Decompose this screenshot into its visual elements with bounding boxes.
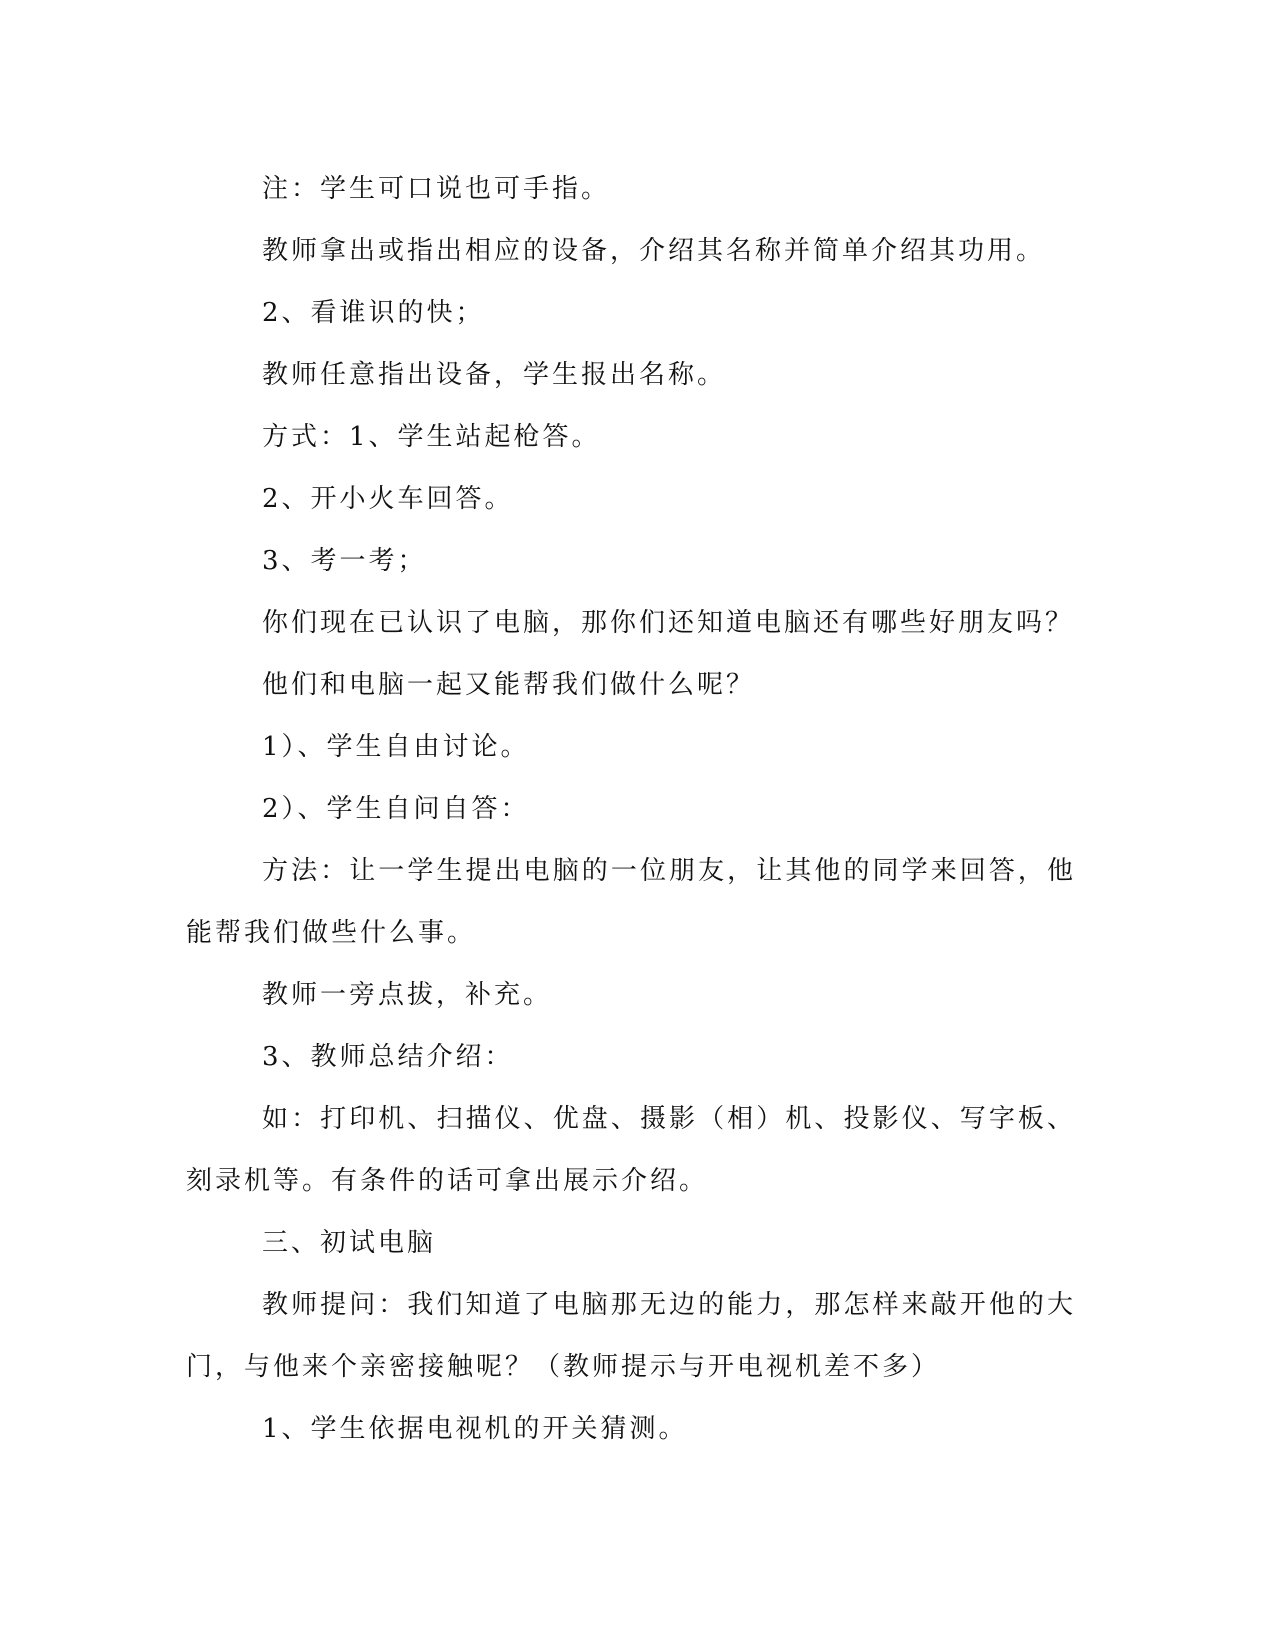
paragraph-method-1: 方式：1、学生站起枪答。 (262, 422, 601, 452)
paragraph-method-detail: 方法：让一学生提出电脑的一位朋友，让其他的同学来回答，他能帮我们做些什么事。 (186, 856, 1076, 948)
paragraph-teacher-question: 教师提问：我们知道了电脑那无边的能力，那怎样来敲开他的大门，与他来个亲密接触呢？（教师提示与开电视机差不多） (186, 1290, 1076, 1382)
paragraph-self-qa: 2）、学生自问自答： (262, 794, 530, 824)
paragraph-examples: 如：打印机、扫描仪、优盘、摄影（相）机、投影仪、写字板、刻录机等。有条件的话可拿出展示介绍。 (186, 1104, 1076, 1196)
paragraph-student-guess: 1、学生依据电视机的开关猜测。 (262, 1414, 688, 1444)
document-body (186, 158, 1076, 1460)
paragraph-discussion: 1）、学生自由讨论。 (262, 732, 530, 762)
paragraph-section-3: 3、考一考； (262, 546, 427, 576)
paragraph-section-2: 2、看谁识的快； (262, 298, 485, 328)
paragraph-teacher-show-devices: 教师拿出或指出相应的设备，介绍其名称并简单介绍其功用。 (262, 236, 1046, 266)
paragraph-teacher-point: 教师任意指出设备，学生报出名称。 (262, 360, 727, 390)
paragraph-teacher-summary: 3、教师总结介绍： (262, 1042, 514, 1072)
paragraph-question-help: 他们和电脑一起又能帮我们做什么呢？ (262, 670, 756, 700)
paragraph-section-try-computer: 三、初试电脑 (262, 1228, 437, 1258)
paragraph-teacher-supplement: 教师一旁点拔，补充。 (262, 980, 553, 1010)
paragraph-method-2: 2、开小火车回答。 (262, 484, 514, 514)
paragraph-note: 注：学生可口说也可手指。 (262, 174, 611, 204)
paragraph-question-friends: 你们现在已认识了电脑，那你们还知道电脑还有哪些好朋友吗？ (262, 608, 1075, 638)
